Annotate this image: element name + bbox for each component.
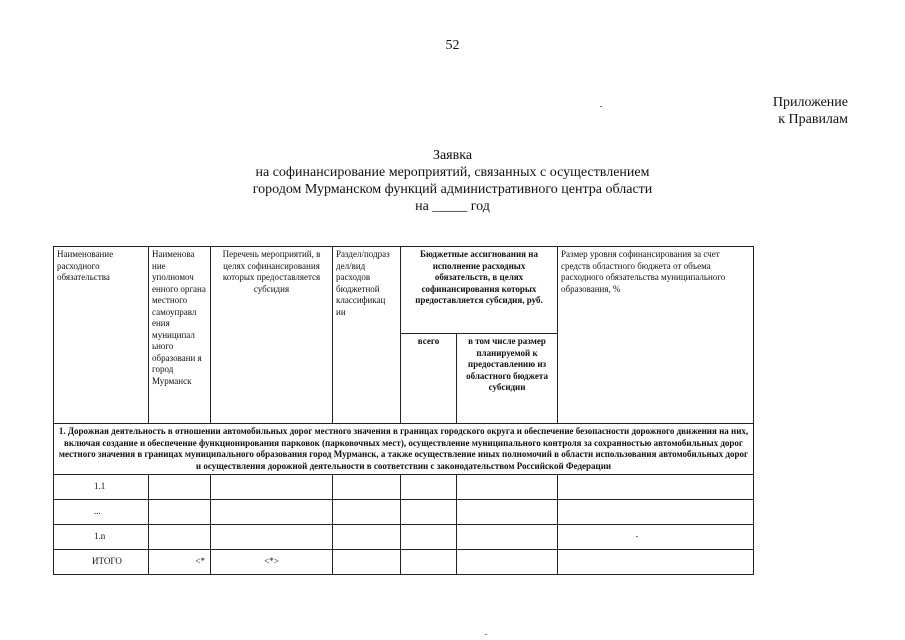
table-cell bbox=[457, 550, 558, 575]
title-line-1: Заявка bbox=[432, 148, 473, 163]
title-line-3: городом Мурманском функций административного центра области bbox=[252, 182, 653, 197]
header-cofinancing-level: Размер уровня софинансирования за счет средств областного бюджета от объема расходного обязательства муниципального образования, % bbox=[558, 247, 754, 424]
row-label: 1.1 bbox=[54, 475, 149, 500]
table-cell bbox=[401, 525, 457, 550]
appendix-line-2: к Правилам bbox=[778, 112, 848, 127]
row-label: 1.n bbox=[54, 525, 149, 550]
header-obligation: Наименование расходного обязательства bbox=[54, 247, 149, 424]
table-row bbox=[54, 525, 754, 550]
header-authority: Наименова ние уполномоч енного органа местного самоуправл ения муниципал ьного образовани я город Мурманск bbox=[149, 247, 211, 424]
header-budget-allocations: Бюджетные ассигнования на исполнение расходных обязательств, в целях софинансирования которых предоставляется субсидия, руб. bbox=[401, 247, 558, 334]
table-header-row bbox=[54, 247, 754, 334]
table-cell bbox=[333, 550, 401, 575]
table-cell bbox=[211, 500, 333, 525]
table-cell bbox=[457, 500, 558, 525]
table-cell bbox=[558, 500, 754, 525]
table-cell bbox=[211, 525, 333, 550]
table-cell bbox=[558, 525, 754, 550]
table-cell bbox=[149, 525, 211, 550]
scan-speck bbox=[636, 536, 638, 537]
table-row bbox=[54, 500, 754, 525]
header-budget-classification: Раздел/подраз дел/вид расходов бюджетной классификац ии bbox=[333, 247, 401, 424]
title-line-2: на софинансирование мероприятий, связанных с осуществлением bbox=[255, 165, 650, 180]
request-table bbox=[53, 246, 754, 575]
table-cell bbox=[211, 475, 333, 500]
appendix-label bbox=[773, 94, 848, 128]
table-cell bbox=[333, 475, 401, 500]
page-number: 52 bbox=[445, 38, 460, 53]
total-activities-cell: <*> bbox=[211, 550, 333, 575]
header-subsidy-amount: в том числе размер планируемой к предоставлению из областного бюджета субсидии bbox=[457, 334, 558, 424]
section-title: 1. Дорожная деятельность в отношении автомобильных дорог местного значения в границах городского округа и обеспечение безопасности дорожного движения на них, включая создание и обеспечение функционирования парковок (парковочных мест), осуществление муниципального контроля за сохранностью автомобильных дорог местного значения в границах муниципального образования город Мурманск, а также осуществление иных полномочий в области использования автомобильных дорог и осуществления дорожной деятельности в соответствии с законодательством Российской Федерации bbox=[54, 424, 754, 475]
row-label: ... bbox=[54, 500, 149, 525]
document-title bbox=[0, 147, 905, 215]
header-activities: Перечень мероприятий, в целях софинансирования которых предоставляется субсидия bbox=[211, 247, 333, 424]
table-cell bbox=[333, 500, 401, 525]
table-cell bbox=[401, 500, 457, 525]
section-row bbox=[54, 424, 754, 475]
table-row bbox=[54, 475, 754, 500]
table-cell bbox=[149, 500, 211, 525]
table-cell bbox=[149, 475, 211, 500]
header-total: всего bbox=[401, 334, 457, 424]
table-cell bbox=[401, 475, 457, 500]
table-row-total bbox=[54, 550, 754, 575]
table-cell bbox=[558, 550, 754, 575]
total-authority-cell: <* bbox=[149, 550, 211, 575]
scan-speck bbox=[600, 106, 602, 107]
table-cell bbox=[401, 550, 457, 575]
total-label: ИТОГО bbox=[54, 550, 149, 575]
table-cell bbox=[457, 475, 558, 500]
scan-speck bbox=[485, 634, 487, 635]
title-line-4: на _____ год bbox=[415, 199, 490, 214]
table-cell bbox=[333, 525, 401, 550]
appendix-line-1: Приложение bbox=[772, 95, 848, 110]
table-cell bbox=[558, 475, 754, 500]
table-cell bbox=[457, 525, 558, 550]
